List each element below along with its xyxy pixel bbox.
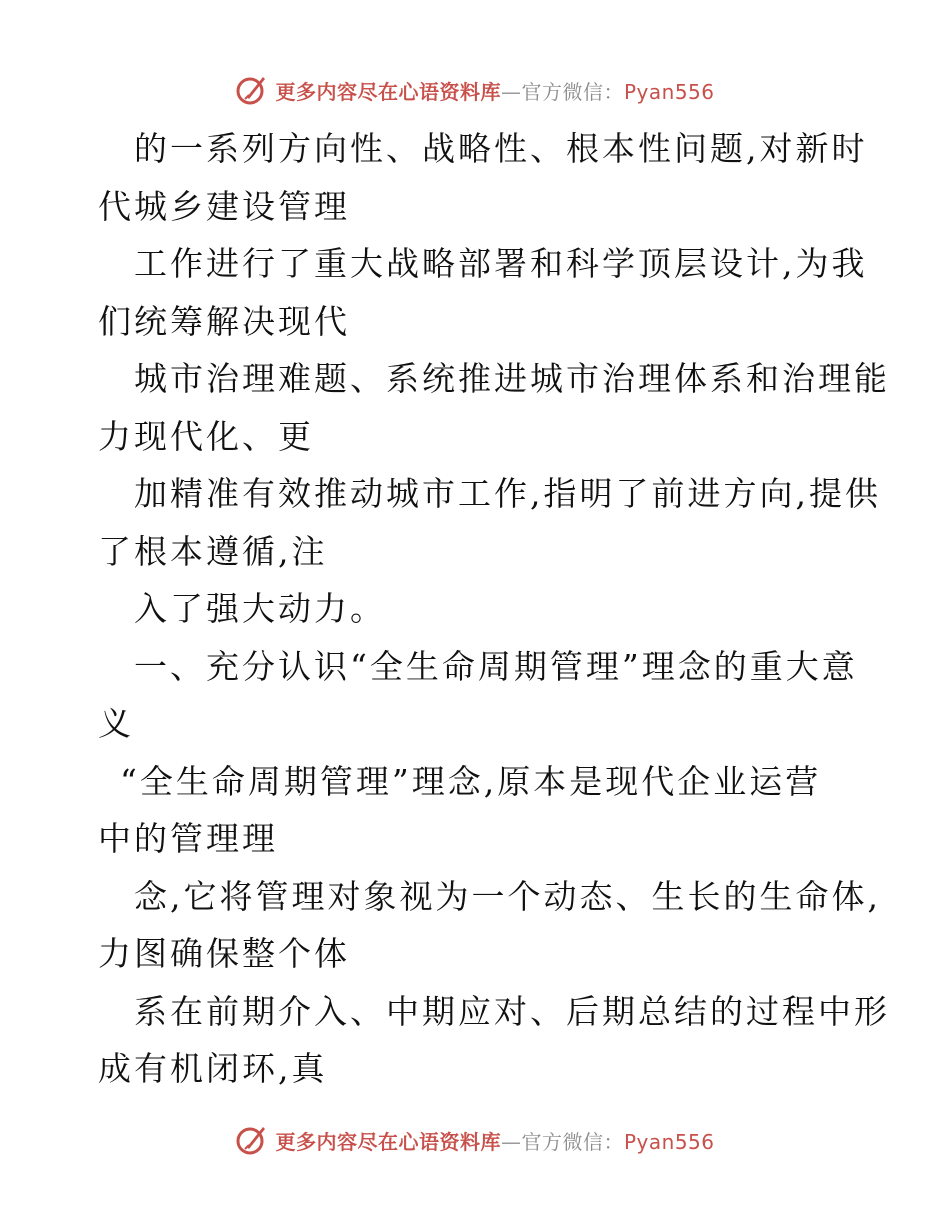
paragraph-line: “全生命周期管理”理念,原本是现代企业运营 [120,761,822,801]
wechat-id: Pyan556 [623,79,715,104]
section-heading-cont: 义 [98,704,134,743]
paragraph-line: 入了强大动力。 [134,589,386,628]
wechat-id: Pyan556 [623,1129,715,1154]
paragraph-line: 的一系列方向性、战略性、根本性问题,对新时 [134,129,868,168]
feather-logo-icon [235,73,269,107]
paragraph-line: 力图确保整个体 [98,934,350,973]
brand-text: 更多内容尽在心语资料库 [275,1129,501,1154]
footer-watermark [0,1120,950,1160]
wechat-label: 官方微信： [521,79,624,104]
paragraph-line: 代城乡建设管理 [98,186,350,226]
paragraph-line: 工作进行了重大战略部署和科学顶层设计,为我 [134,244,868,283]
paragraph-line: 们统筹解决现代 [98,301,350,341]
feather-logo-icon [235,1123,269,1157]
paragraph-line: 加精准有效推动城市工作,指明了前进方向,提供 [134,474,881,513]
document-body [98,120,890,1098]
wechat-label: 官方微信： [521,1129,624,1154]
brand-text: 更多内容尽在心语资料库 [275,79,501,104]
paragraph-line: 力现代化、更 [98,416,314,456]
paragraph-line: 成有机闭环,真 [98,1049,328,1088]
paragraph-line: 城市治理难题、系统推进城市治理体系和治理能 [134,359,890,398]
separator-dash: — [500,1129,522,1154]
paragraph-line: 中的管理理 [98,819,278,858]
section-heading: 一、充分认识“全生命周期管理”理念的重大意 [134,646,858,686]
paragraph-line: 念,它将管理对象视为一个动态、生长的生命体, [134,876,881,916]
header-watermark [0,70,950,110]
paragraph-line: 了根本遵循,注 [98,531,328,571]
paragraph-line: 系在前期介入、中期应对、后期总结的过程中形 [134,991,890,1031]
separator-dash: — [500,79,522,104]
